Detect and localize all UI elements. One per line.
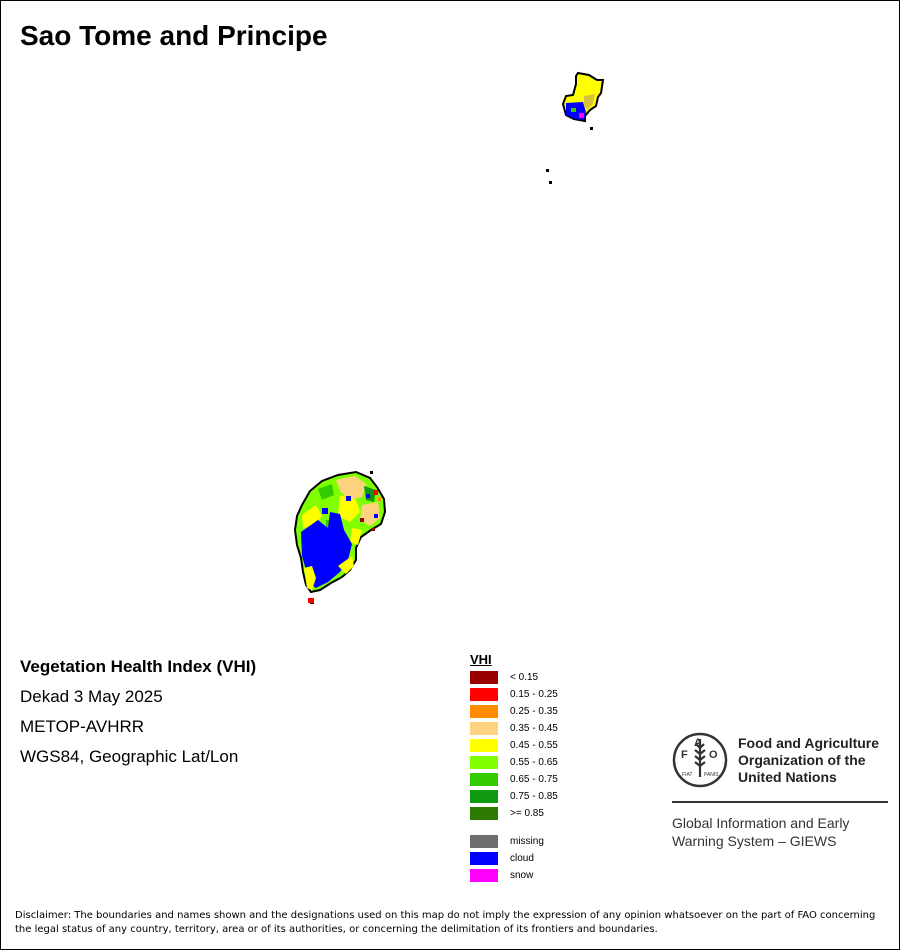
legend-item [470, 756, 670, 770]
legend-item [470, 852, 670, 866]
giews-label: Global Information and Early Warning System – GIEWS [672, 815, 850, 849]
legend-title: VHI [470, 652, 492, 667]
legend-swatch [470, 869, 498, 882]
legend-label: missing [510, 836, 544, 847]
legend-swatch [470, 790, 498, 803]
svg-text:PANIS: PANIS [704, 772, 719, 778]
map-title: Sao Tome and Principe [20, 20, 328, 51]
legend-label: 0.55 - 0.65 [510, 757, 558, 768]
legend-label: snow [510, 870, 534, 881]
sao-tome-island [295, 471, 385, 603]
legend-swatch [470, 807, 498, 820]
legend-item [470, 722, 670, 736]
legend-label: 0.25 - 0.35 [510, 706, 558, 717]
legend-swatch [470, 835, 498, 848]
principe-island [563, 73, 603, 130]
legend-label: >= 0.85 [510, 808, 544, 819]
svg-text:O: O [709, 749, 718, 761]
legend-label: cloud [510, 853, 534, 864]
svg-text:F: F [681, 749, 688, 761]
svg-text:A: A [694, 737, 702, 749]
legend-swatch [470, 688, 498, 701]
legend-item [470, 807, 670, 821]
legend-swatch [470, 756, 498, 769]
legend-label: 0.35 - 0.45 [510, 723, 558, 734]
legend-item [470, 705, 670, 719]
legend-swatch [470, 705, 498, 718]
legend-item [470, 869, 670, 883]
legend-swatch [470, 739, 498, 752]
divider [672, 801, 888, 803]
product-title: Vegetation Health Index (VHI) [20, 657, 257, 676]
legend-item [470, 671, 670, 685]
legend-label: 0.75 - 0.85 [510, 791, 558, 802]
legend-label: 0.15 - 0.25 [510, 689, 558, 700]
disclaimer: Disclaimer: The boundaries and names shown and the designations used on this map do not imply the expression of any opinion whatsoever on the part of FAO concerning the legal status of any country, territory, area or of its authorities, or concerning the delimitation of its frontiers and boundaries. [15, 910, 876, 935]
period-label: Dekad 3 May 2025 [20, 687, 163, 706]
svg-text:FIAT: FIAT [682, 772, 693, 778]
legend-swatch [470, 773, 498, 786]
legend-label: < 0.15 [510, 672, 539, 683]
legend-label: 0.45 - 0.55 [510, 740, 558, 751]
legend-swatch [470, 722, 498, 735]
fao-organization-name: Food and Agriculture Organization of the United Nations [738, 735, 880, 785]
legend-item [470, 790, 670, 804]
projection-label: WGS84, Geographic Lat/Lon [20, 747, 239, 766]
legend-label: 0.65 - 0.75 [510, 774, 558, 785]
sensor-label: METOP-AVHRR [20, 717, 145, 736]
legend-item [470, 773, 670, 787]
fao-logo-icon [672, 732, 728, 788]
legend-item [470, 835, 670, 849]
legend-swatch [470, 671, 498, 684]
legend-item [470, 739, 670, 753]
legend-item [470, 688, 670, 702]
legend-swatch [470, 852, 498, 865]
